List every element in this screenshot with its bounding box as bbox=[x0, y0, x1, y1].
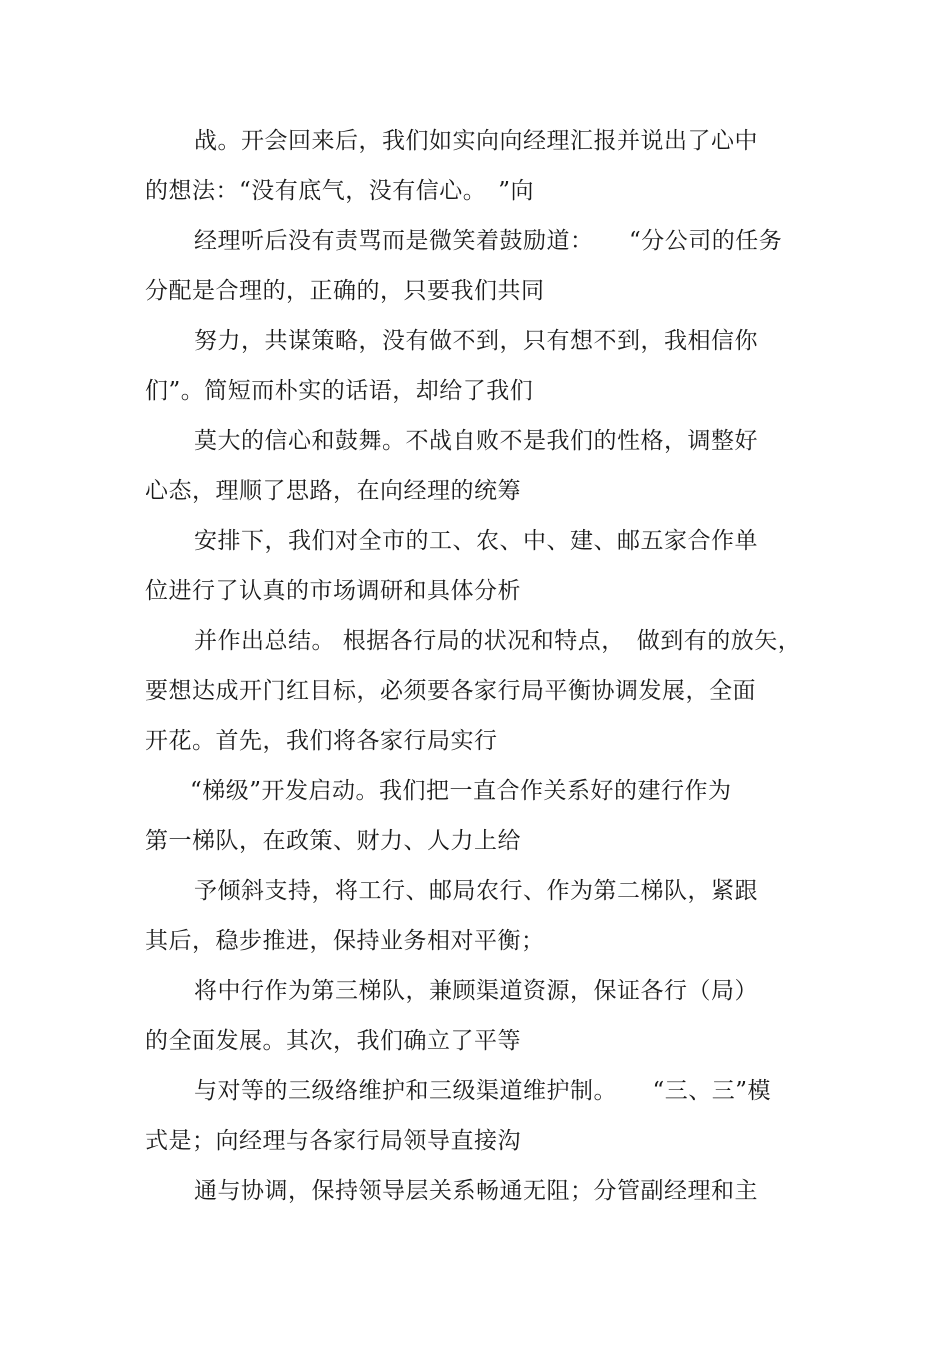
text-line: “梯级”开发启动。我们把一直合作关系好的建行作为 bbox=[190, 778, 732, 804]
text-line: 安排下，我们对全市的工、农、中、建、邮五家合作单 bbox=[194, 528, 758, 554]
text-line: 的想法：“没有底气，没有信心。 ”向 bbox=[145, 178, 535, 204]
text-line: 位进行了认真的市场调研和具体分析 bbox=[145, 578, 521, 604]
text-line: 其后，稳步推进，保持业务相对平衡； bbox=[145, 928, 545, 954]
text-line: 通与协调，保持领导层关系畅通无阻；分管副经理和主 bbox=[194, 1178, 758, 1204]
text-line: 将中行作为第三梯队，兼顾渠道资源，保证各行（局） bbox=[194, 978, 758, 1004]
text-line: 莫大的信心和鼓舞。不战自败不是我们的性格，调整好 bbox=[194, 428, 758, 454]
text-line: 分配是合理的，正确的，只要我们共同 bbox=[145, 278, 545, 304]
text-line: 心态，理顺了思路，在向经理的统筹 bbox=[145, 478, 521, 504]
text-line: 开花。首先，我们将各家行局实行 bbox=[145, 728, 498, 754]
text-line: 式是；向经理与各家行局领导直接沟 bbox=[145, 1128, 521, 1154]
text-line: 们”。简短而朴实的话语，却给了我们 bbox=[145, 378, 534, 404]
text-line: 的全面发展。其次，我们确立了平等 bbox=[145, 1028, 521, 1054]
text-line: 经理听后没有责骂而是微笑着鼓励道： “分公司的任务 bbox=[194, 228, 783, 254]
text-line: 与对等的三级络维护和三级渠道维护制。 “三、三”模 bbox=[194, 1078, 772, 1104]
text-line: 并作出总结。 根据各行局的状况和特点， 做到有的放矢， bbox=[194, 628, 802, 654]
text-line: 战。开会回来后，我们如实向向经理汇报并说出了心中 bbox=[194, 128, 758, 154]
text-line: 第一梯队，在政策、财力、人力上给 bbox=[145, 828, 521, 854]
text-line: 要想达成开门红目标，必须要各家行局平衡协调发展，全面 bbox=[145, 678, 756, 704]
text-line: 努力，共谋策略，没有做不到，只有想不到，我相信你 bbox=[194, 328, 758, 354]
text-line: 予倾斜支持，将工行、邮局农行、作为第二梯队，紧跟 bbox=[194, 878, 758, 904]
